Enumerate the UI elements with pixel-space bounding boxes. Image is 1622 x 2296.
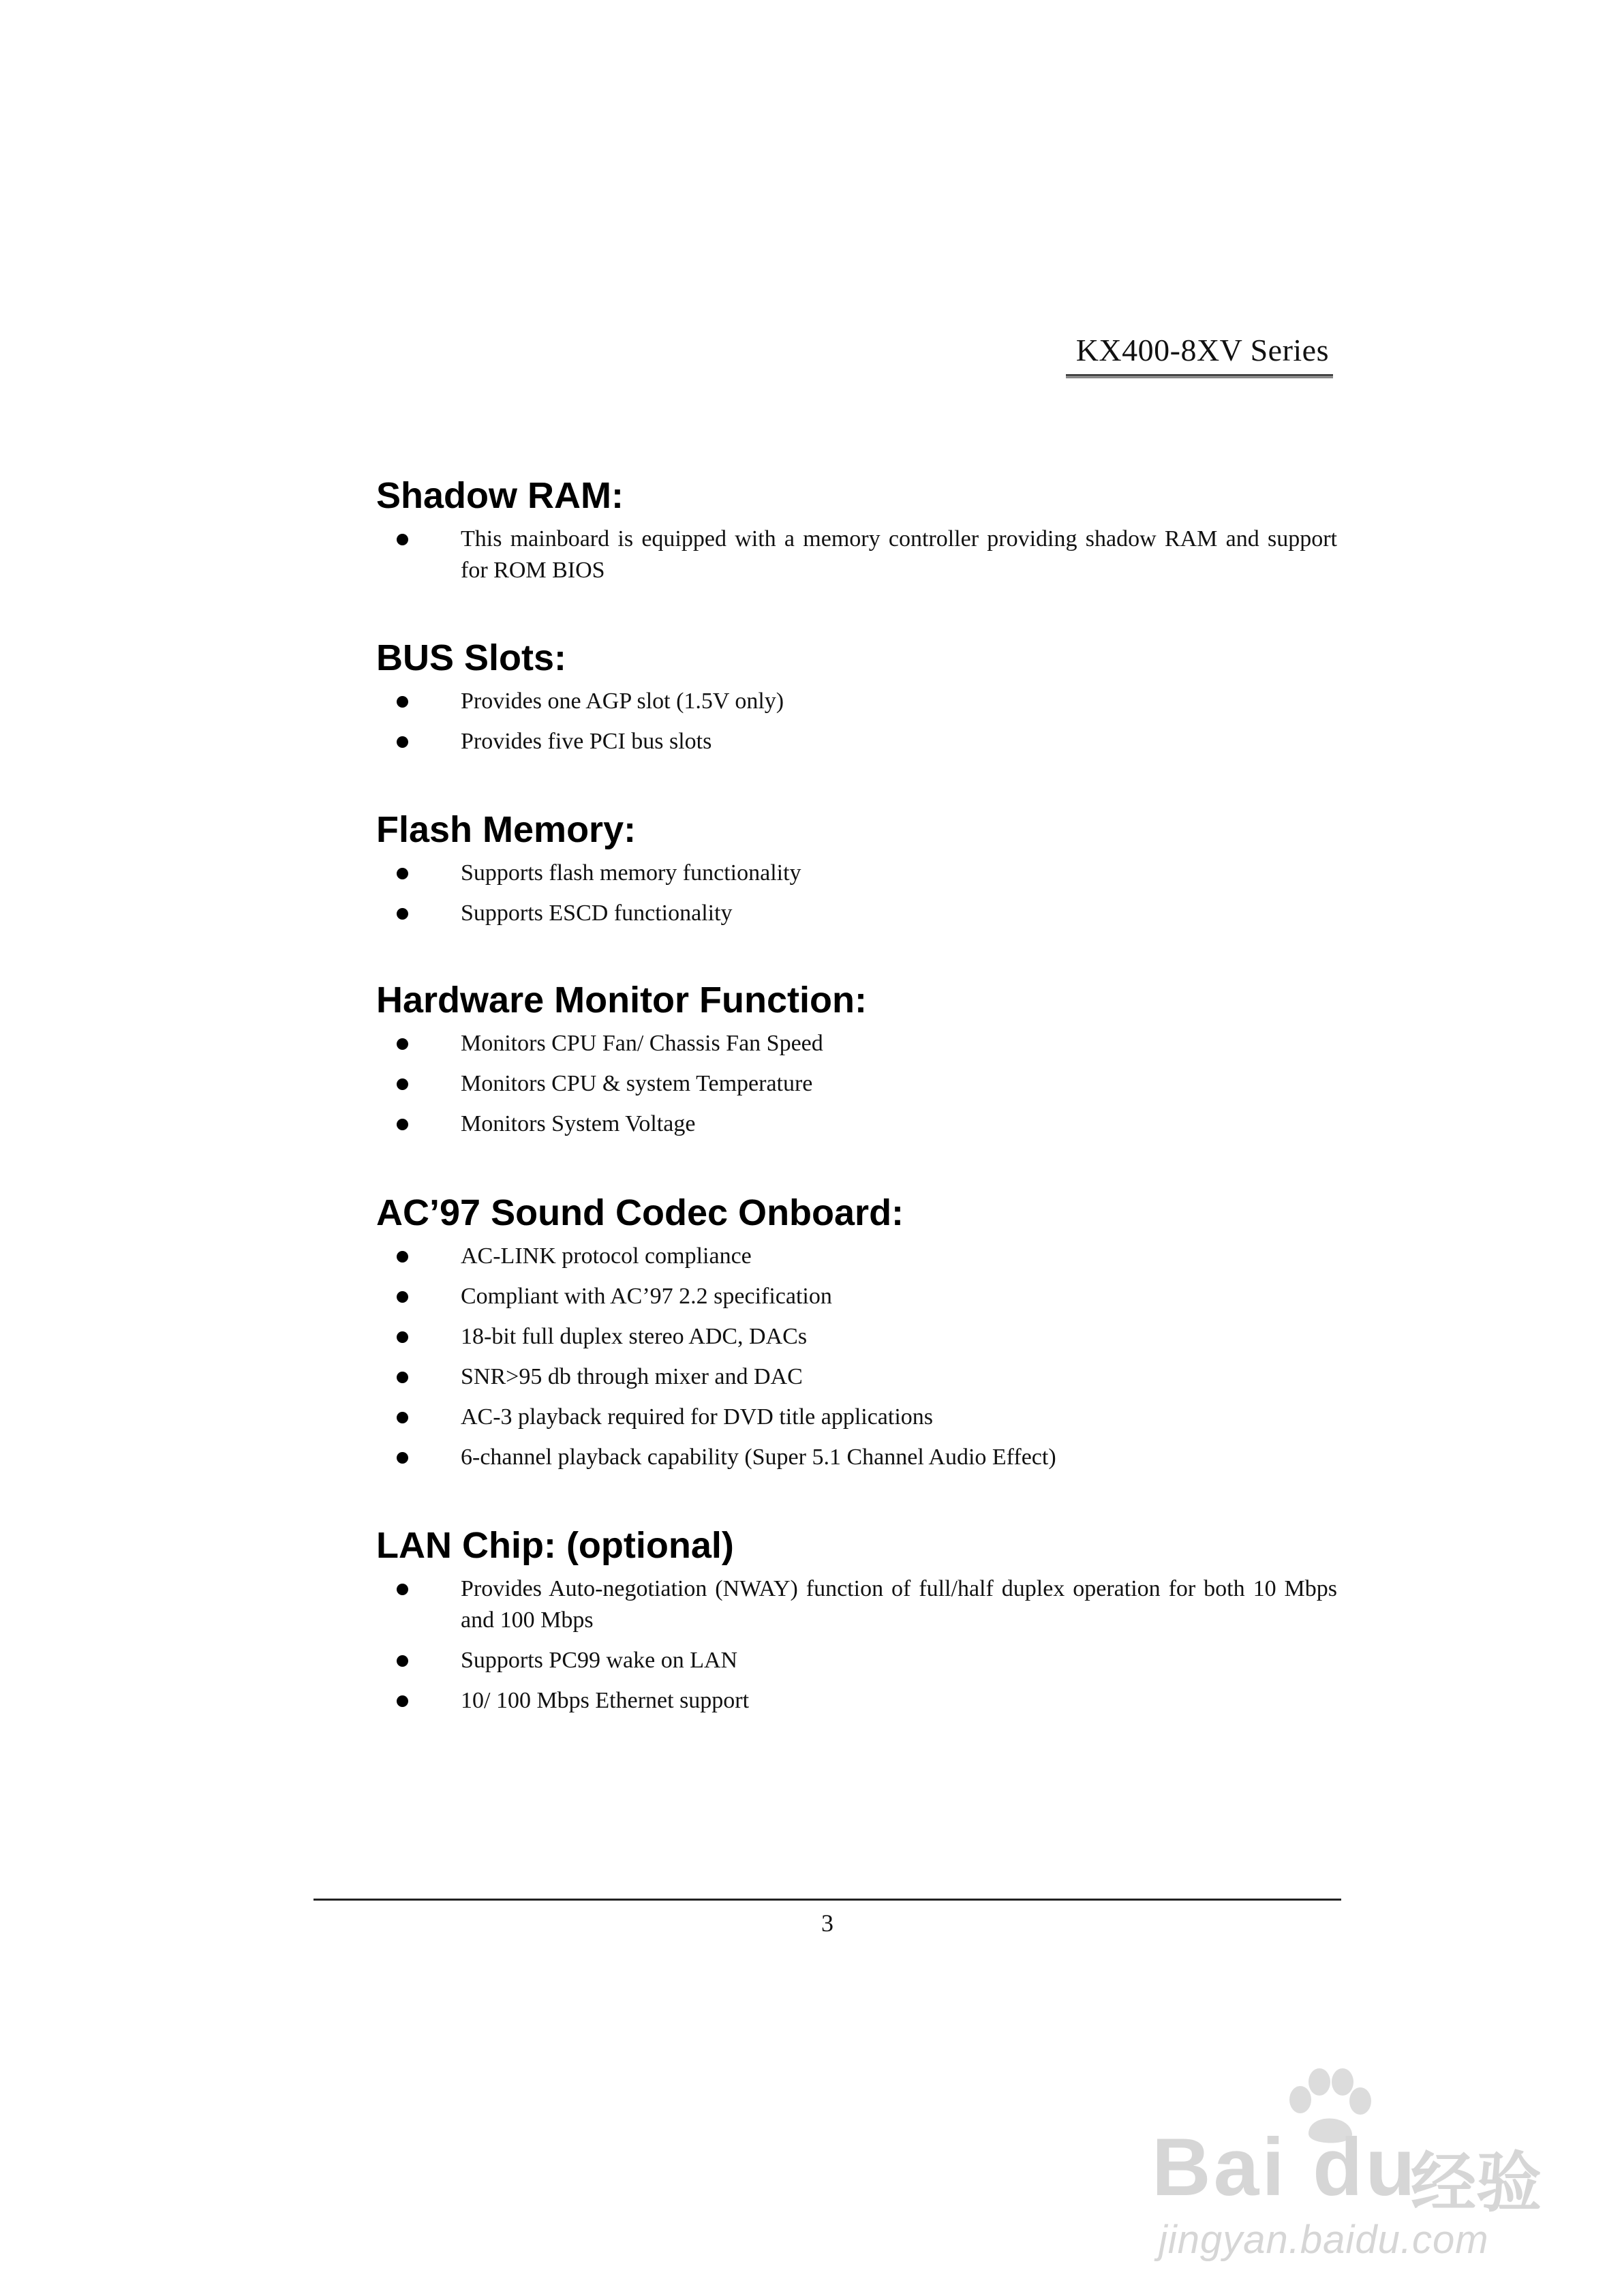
- header-rule: [1066, 374, 1333, 378]
- bullet-icon: [397, 1251, 408, 1263]
- list-item-text: Provides one AGP slot (1.5V only): [461, 689, 784, 714]
- section-title: AC’97 Sound Codec Onboard:: [376, 1192, 904, 1233]
- bullet-list: [376, 1573, 1337, 1717]
- bullet-list: [376, 524, 1337, 586]
- list-item-text: AC-3 playback required for DVD title applications: [461, 1404, 934, 1430]
- list-item: [376, 858, 1337, 889]
- bullet-list: [376, 1241, 1337, 1473]
- bullet-icon: [397, 1584, 408, 1595]
- list-item-text: Monitors System Voltage: [461, 1111, 696, 1136]
- section-flash-memory: [376, 811, 1337, 938]
- bullet-icon: [397, 1291, 408, 1303]
- list-item: [376, 1241, 1337, 1272]
- bullet-icon: [397, 868, 408, 879]
- list-item-text: Provides Auto-negotiation (NWAY) function of full/half duplex operation for both 10 Mbps and 100 Mbps: [461, 1576, 1337, 1633]
- bullet-icon: [397, 1412, 408, 1423]
- bullet-list: [376, 858, 1337, 929]
- list-item: [376, 1281, 1337, 1312]
- watermark-brand-cn: 经验: [1411, 2145, 1542, 2221]
- list-item: [376, 1068, 1337, 1100]
- list-item-text: Monitors CPU Fan/ Chassis Fan Speed: [461, 1031, 823, 1056]
- list-item-text: Monitors CPU & system Temperature: [461, 1071, 813, 1096]
- list-item: [376, 1645, 1337, 1676]
- bullet-icon: [397, 1078, 408, 1090]
- bullet-icon: [397, 1452, 408, 1464]
- list-item: [376, 898, 1337, 929]
- list-item-text: Supports flash memory functionality: [461, 860, 801, 886]
- list-item: [376, 1321, 1337, 1353]
- baidu-watermark: [1152, 2066, 1547, 2270]
- bullet-icon: [397, 1331, 408, 1343]
- bullet-icon: [397, 736, 408, 748]
- section-title: BUS Slots:: [376, 637, 567, 678]
- list-item-text: 6-channel playback capability (Super 5.1 Channel Audio Effect): [461, 1445, 1056, 1470]
- list-item: [376, 686, 1337, 717]
- list-item: [376, 1108, 1337, 1140]
- section-title: Hardware Monitor Function:: [376, 980, 867, 1021]
- list-item: [376, 726, 1337, 757]
- list-item: [376, 1685, 1337, 1717]
- watermark-brand: Bai du: [1152, 2121, 1418, 2213]
- running-header: KX400-8XV Series: [1075, 333, 1329, 367]
- bullet-icon: [397, 534, 408, 545]
- list-item-text: SNR>95 db through mixer and DAC: [461, 1364, 803, 1389]
- section-title: Flash Memory:: [376, 809, 637, 850]
- bullet-icon: [397, 1038, 408, 1050]
- list-item: [376, 1442, 1337, 1473]
- bullet-icon: [397, 1119, 408, 1130]
- list-item: [376, 1361, 1337, 1393]
- list-item-text: This mainboard is equipped with a memory controller providing shadow RAM and support for ROM BIOS: [461, 526, 1337, 583]
- list-item-text: Compliant with AC’97 2.2 specification: [461, 1284, 832, 1309]
- list-item-text: AC-LINK protocol compliance: [461, 1243, 752, 1269]
- list-item: [376, 1028, 1337, 1059]
- list-item-text: Supports ESCD functionality: [461, 901, 733, 926]
- bullet-list: [376, 1028, 1337, 1140]
- list-item-text: 18-bit full duplex stereo ADC, DACs: [461, 1324, 808, 1349]
- watermark-url: jingyan.baidu.com: [1159, 2218, 1489, 2262]
- section-shadow-ram: [376, 477, 1337, 595]
- bullet-list: [376, 686, 1337, 757]
- section-bus-slots: [376, 639, 1337, 766]
- list-item-text: Provides five PCI bus slots: [461, 729, 712, 754]
- bullet-icon: [397, 1372, 408, 1383]
- section-title: Shadow RAM:: [376, 475, 624, 516]
- bullet-icon: [397, 696, 408, 708]
- footer-rule: [313, 1899, 1341, 1901]
- bullet-icon: [397, 1655, 408, 1667]
- list-item-text: Supports PC99 wake on LAN: [461, 1648, 738, 1673]
- bullet-icon: [397, 908, 408, 920]
- page-number: 3: [821, 1909, 833, 1937]
- list-item: [376, 524, 1337, 586]
- list-item: [376, 1573, 1337, 1636]
- list-item-text: 10/ 100 Mbps Ethernet support: [461, 1688, 750, 1713]
- section-hardware-monitor: [376, 982, 1337, 1149]
- section-lan-chip: [376, 1527, 1337, 1725]
- section-title: LAN Chip: (optional): [376, 1525, 734, 1566]
- section-ac97: [376, 1194, 1337, 1482]
- list-item: [376, 1402, 1337, 1433]
- bullet-icon: [397, 1695, 408, 1707]
